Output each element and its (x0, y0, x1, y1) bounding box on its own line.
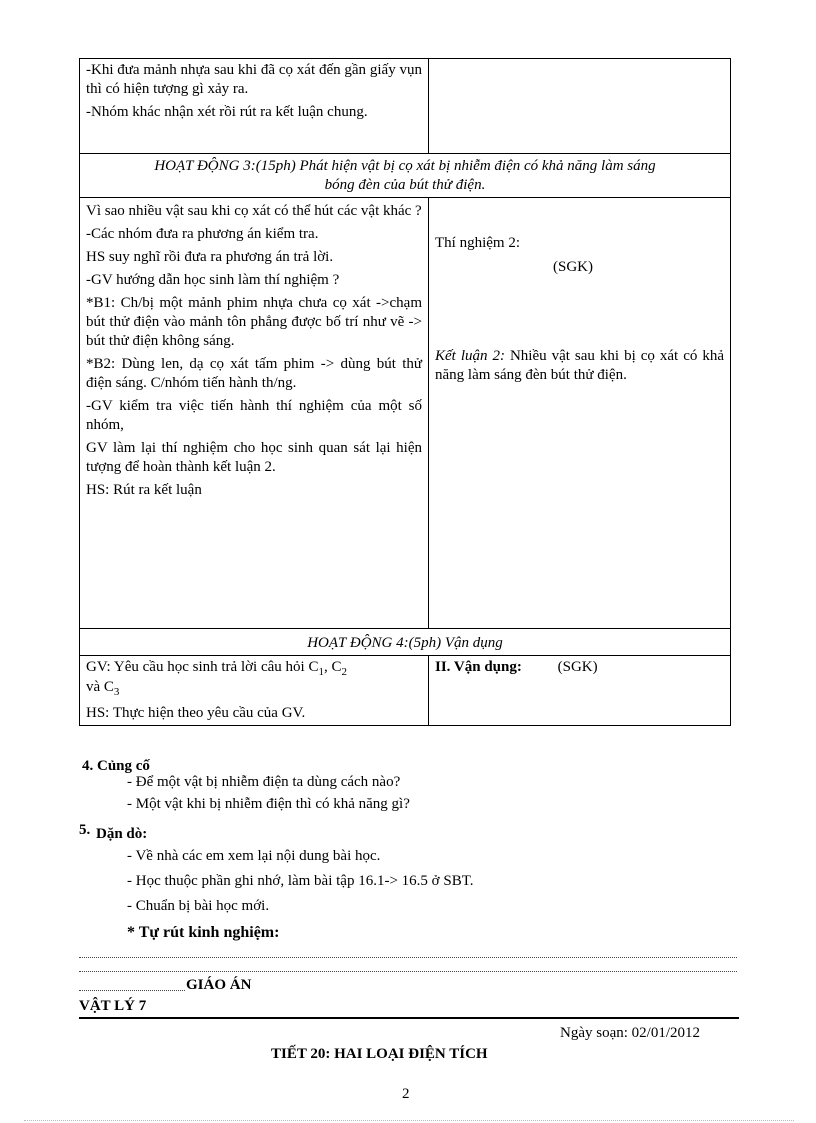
homework-item: - Về nhà các em xem lại nội dung bài học. (127, 848, 381, 864)
table-cell (80, 59, 429, 154)
consolidation-title: 4. Củng cố (82, 758, 150, 774)
table-cell (429, 656, 731, 726)
page-number: 2 (402, 1086, 410, 1102)
experiment-2-label: Thí nghiệm 2: (435, 235, 520, 251)
activity-4-heading: HOẠT ĐỘNG 4:(5ph) Vận dụng (80, 629, 731, 656)
apply-label: II. Vận dụng: (435, 659, 522, 675)
homework-number: 5. (79, 822, 91, 838)
text-line: GV: Yêu cầu học sinh trả lời câu hỏi $C_1$, $C_2$ và $C_3$ (86, 659, 347, 698)
lesson-table (79, 58, 731, 726)
text-line: -Nhóm khác nhận xét rồi rút ra kết luận chung. (86, 104, 368, 120)
table-cell (80, 198, 429, 629)
table-row (80, 154, 731, 198)
text-line: -GV kiểm tra việc tiến hành thí nghiệm của một số nhóm, (86, 398, 422, 433)
table-row (80, 59, 731, 154)
homework-item: - Chuẩn bị bài học mới. (127, 898, 270, 914)
table-cell (429, 198, 731, 629)
text-line: *B1: Ch/bị một mảnh phim nhựa chưa cọ xát ->chạm bút thử điện vào mảnh tôn phẳng được bố trí như vẽ -> bút thử điện không sáng. (86, 295, 422, 349)
text-line: -Các nhóm đưa ra phương án kiểm tra. (86, 226, 319, 242)
homework-item: - Học thuộc phần ghi nhớ, làm bài tập 16.1-> 16.5 ở SBT. (127, 873, 474, 889)
apply-ref: (SGK) (557, 659, 598, 675)
lesson-title: TIẾT 20: HAI LOẠI ĐIỆN TÍCH (271, 1046, 488, 1062)
table-cell (429, 59, 731, 154)
conclusion-2-label: Kết luận 2: (435, 348, 505, 364)
conclusion-2-text: Nhiều vật sau khi bị cọ xát có khả năng làm sáng đèn bút thử điện. (435, 348, 724, 383)
divider (79, 1017, 739, 1019)
table-cell (80, 656, 429, 726)
table-row (80, 629, 731, 656)
text-line: GV làm lại thí nghiệm cho học sinh quan sát lại hiện tượng để hoàn thành kết luận 2. (86, 440, 422, 475)
text-line: -Khi đưa mảnh nhựa sau khi đã cọ xát đến gần giấy vụn thì có hiện tượng gì xảy ra. (86, 62, 422, 97)
homework-title: Dặn dò: (96, 826, 148, 842)
consolidation-item: - Một vật khi bị nhiễm điện thì có khả năng gì? (127, 796, 410, 812)
experience-heading: * Tự rút kinh nghiệm: (127, 924, 280, 941)
dotted-line (79, 957, 737, 958)
prepared-date: Ngày soạn: 02/01/2012 (560, 1025, 700, 1041)
lesson-plan-label: GIÁO ÁN (186, 977, 252, 993)
consolidation-item: - Để một vật bị nhiễm điện ta dùng cách nào? (127, 774, 401, 790)
dotted-line (79, 971, 737, 972)
table-row (80, 198, 731, 629)
dotted-border (24, 1120, 794, 1121)
activity-3-heading: HOẠT ĐỘNG 3:(15ph) Phát hiện vật bị cọ xát bị nhiễm điện có khả năng làm sáng bóng đèn của bút thử điện. (80, 154, 731, 198)
text-line: Vì sao nhiều vật sau khi cọ xát có thể hút các vật khác ? (86, 203, 422, 219)
text-line: HS suy nghĩ rồi đưa ra phương án trả lời. (86, 249, 334, 265)
table-row (80, 656, 731, 726)
experiment-2-ref: (SGK) (553, 259, 593, 275)
text-line: HS: Rút ra kết luận (86, 482, 202, 498)
subject-label: VẬT LÝ 7 (79, 998, 147, 1014)
dotted-leader (79, 990, 185, 991)
text-line: *B2: Dùng len, dạ cọ xát tấm phim -> dùng bút thử điện sáng. C/nhóm tiến hành th/ng. (86, 356, 422, 391)
text-line: HS: Thực hiện theo yêu cầu của GV. (86, 705, 306, 721)
conclusion-2 (435, 347, 724, 385)
text-line: -GV hướng dẫn học sinh làm thí nghiệm ? (86, 272, 340, 288)
